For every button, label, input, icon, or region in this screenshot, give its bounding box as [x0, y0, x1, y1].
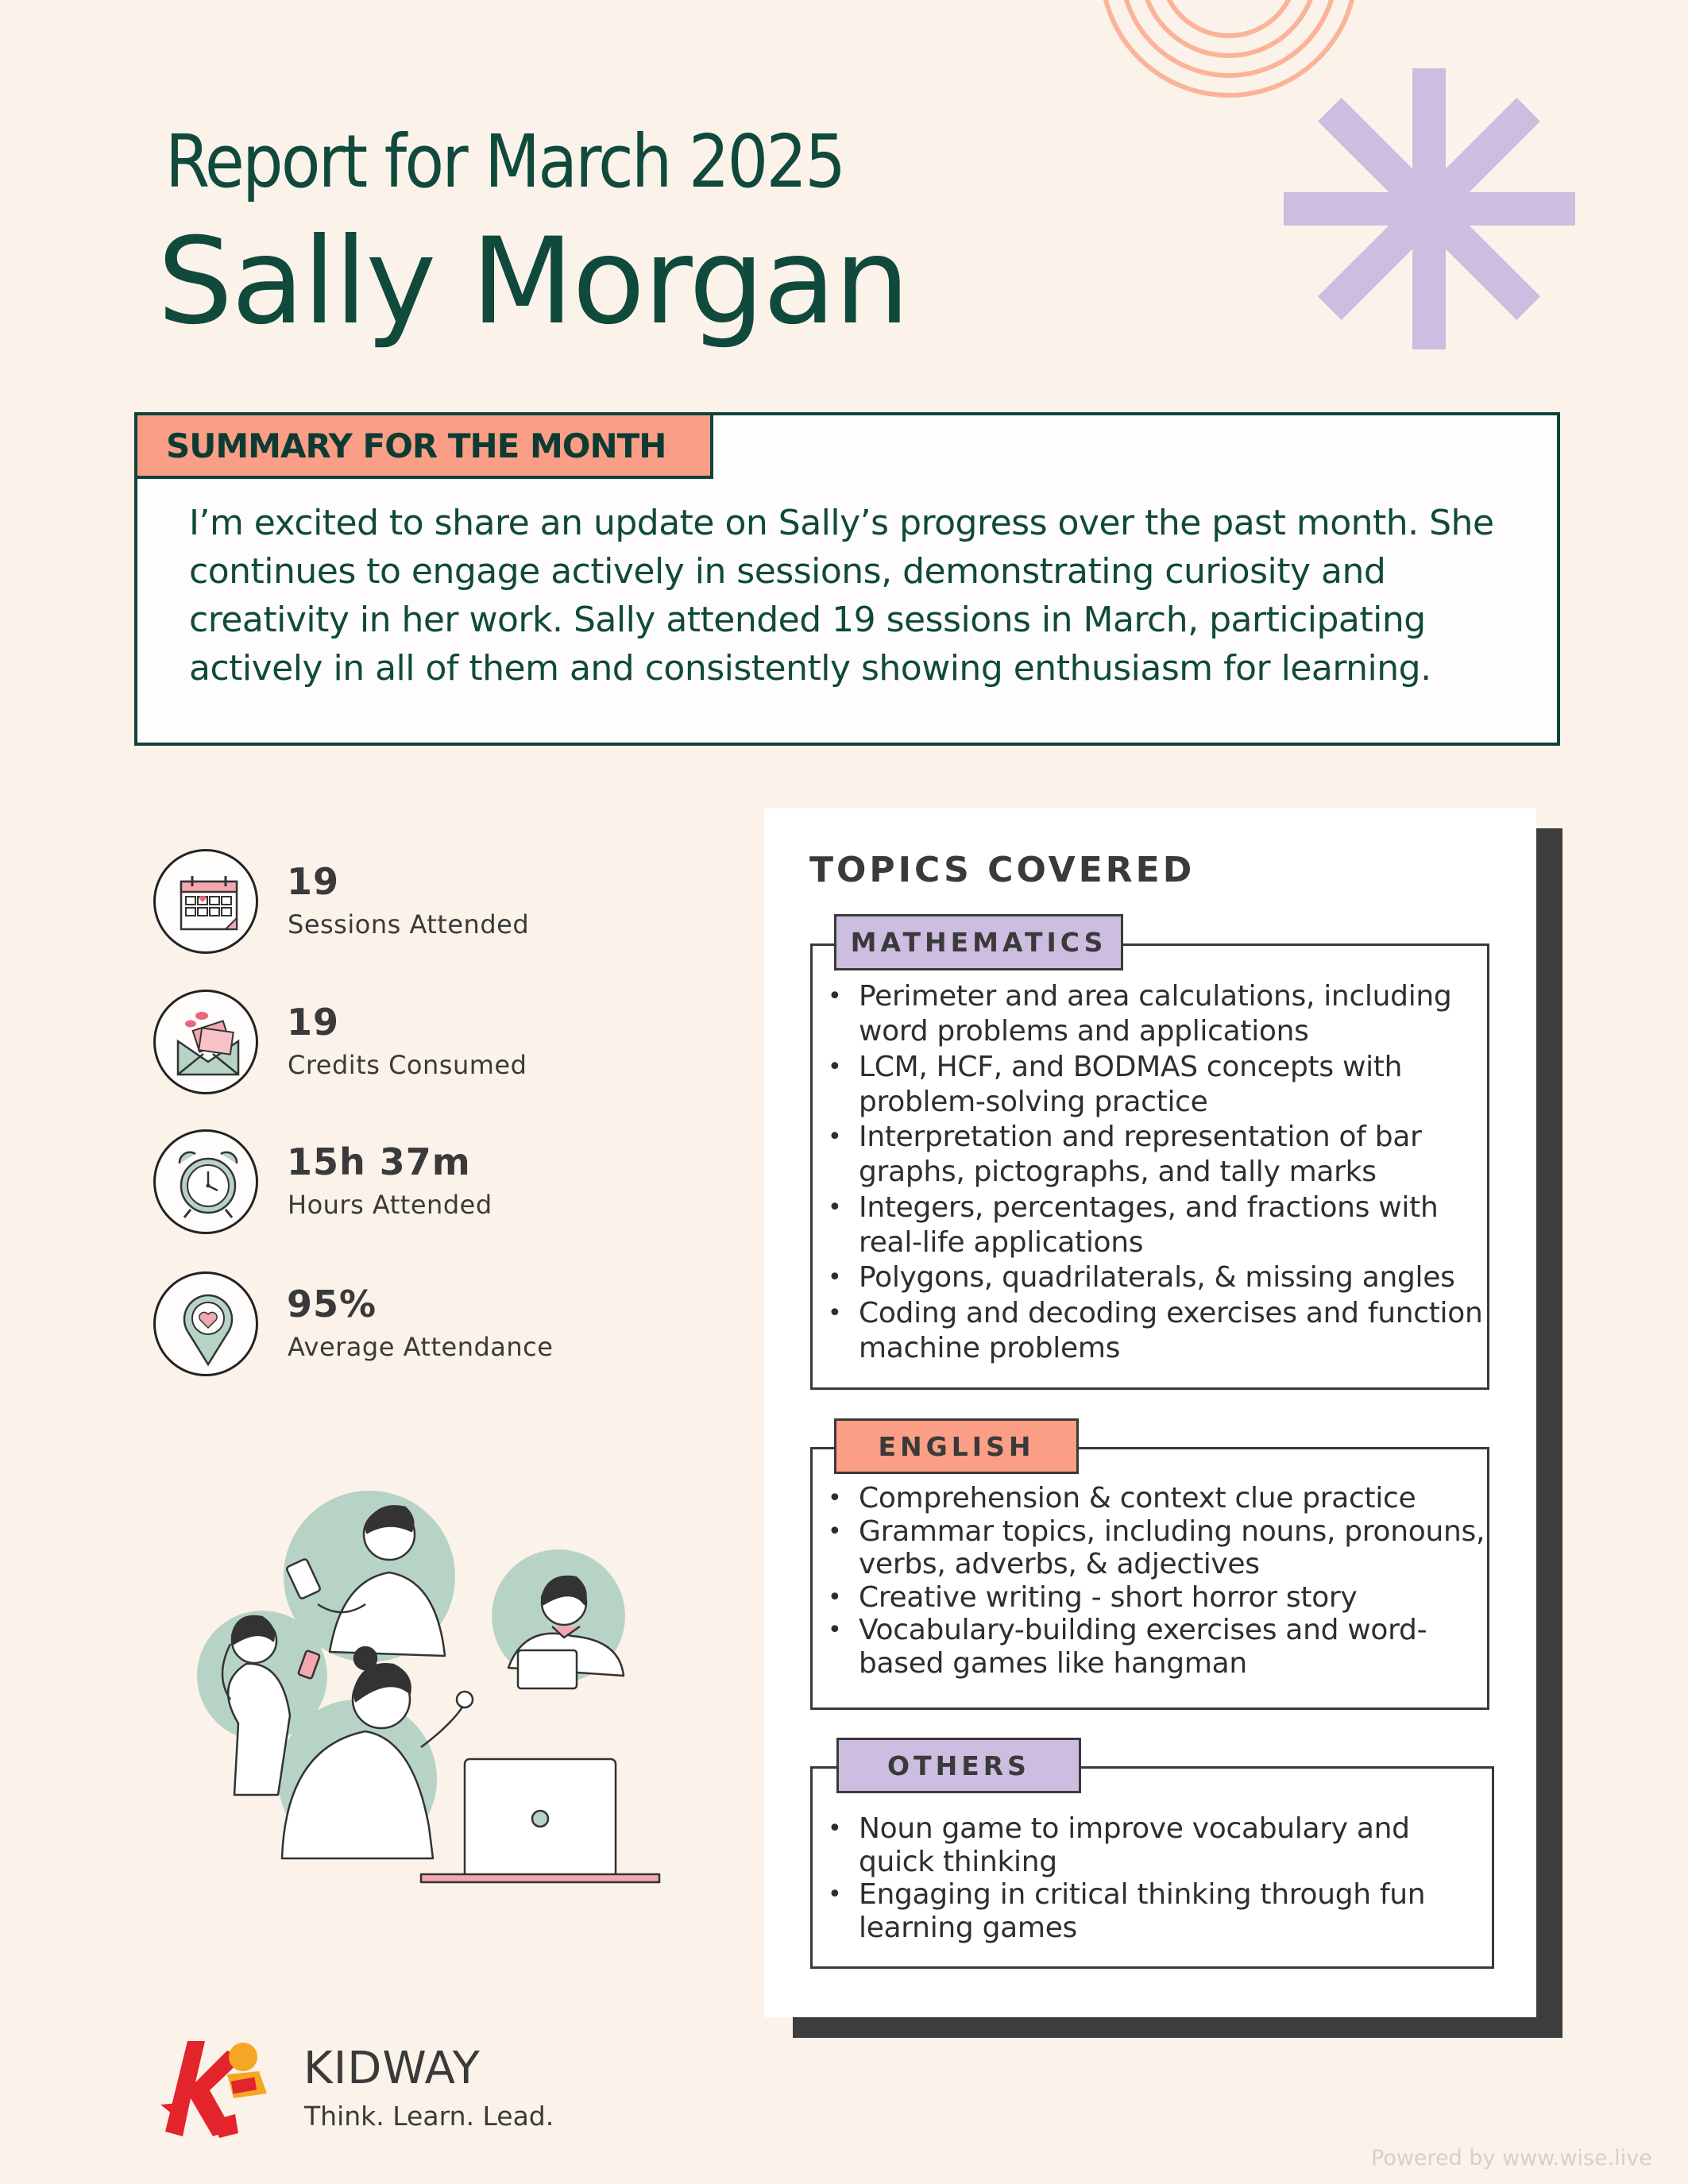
- student-name: Sally Morgan: [157, 213, 909, 351]
- list-item: • Integers, percentages, and fractions with real-life applications: [810, 1190, 1485, 1261]
- stat-label: Average Attendance: [288, 1332, 554, 1362]
- english-topic-list: [810, 1482, 1485, 1680]
- list-item: • Perimeter and area calculations, including word problems and applications: [810, 979, 1485, 1050]
- list-item: • Grammar topics, including nouns, pronouns, verbs, adverbs, & adjectives: [810, 1515, 1485, 1581]
- kidway-logo-icon: [156, 2035, 279, 2142]
- list-item: • Engaging in critical thinking through fun learning games: [810, 1878, 1485, 1944]
- list-item: • Comprehension & context clue practice: [810, 1482, 1485, 1515]
- list-item: • Coding and decoding exercises and function machine problems: [810, 1296, 1485, 1367]
- list-item: • Polygons, quadrilaterals, & missing angles: [810, 1260, 1485, 1295]
- asterisk-star-decoration: [1280, 65, 1578, 353]
- brand-tagline: Think. Learn. Lead.: [304, 2101, 554, 2132]
- topics-heading: TOPICS COVERED: [809, 850, 1196, 890]
- calendar-icon: [153, 849, 258, 954]
- mathematics-tab: MATHEMATICS: [834, 914, 1123, 970]
- stat-value: 95%: [287, 1283, 377, 1325]
- list-item: • LCM, HCF, and BODMAS concepts with problem-solving practice: [810, 1050, 1485, 1121]
- list-item: • Noun game to improve vocabulary and quick thinking: [810, 1812, 1485, 1878]
- stat-value: 19: [287, 1001, 340, 1044]
- stat-attendance: [153, 1271, 646, 1383]
- list-item: • Creative writing - short horror story: [810, 1581, 1485, 1615]
- stat-sessions: [153, 849, 646, 960]
- stat-value: 15h 37m: [287, 1140, 471, 1183]
- stat-label: Credits Consumed: [288, 1050, 527, 1080]
- english-tab: ENGLISH: [834, 1418, 1079, 1474]
- list-item: • Interpretation and representation of bar graphs, pictographs, and tally marks: [810, 1120, 1485, 1190]
- others-tab: OTHERS: [836, 1738, 1081, 1793]
- list-item: • Vocabulary-building exercises and word-based games like hangman: [810, 1614, 1485, 1680]
- summary-text: I’m excited to share an update on Sally’s progress over the past month. She continues to engage actively in sessions, demonstrating curiosity and creativity in her work. Sally attended 19 sessions in March, participating actively in all of them and consistently showing enthusiasm for learning.: [189, 503, 1494, 689]
- mathematics-topic-list: [810, 979, 1485, 1366]
- stat-label: Sessions Attended: [288, 909, 530, 940]
- summary-heading: SUMMARY FOR THE MONTH: [134, 412, 713, 479]
- report-title: Report for March 2025: [165, 119, 844, 204]
- stat-label: Hours Attended: [288, 1190, 492, 1220]
- others-topic-list: [810, 1812, 1485, 1944]
- stat-hours: [153, 1129, 646, 1241]
- stat-value: 19: [287, 860, 340, 903]
- stat-credits: [153, 990, 646, 1101]
- brand-name: KIDWAY: [303, 2043, 481, 2094]
- money-envelope-icon: [153, 990, 258, 1094]
- heart-pin-icon: [153, 1271, 258, 1376]
- powered-by-link[interactable]: Powered by www.wise.live: [1371, 2146, 1652, 2170]
- alarm-clock-icon: [153, 1129, 258, 1234]
- people-learning-illustration: [151, 1485, 707, 1890]
